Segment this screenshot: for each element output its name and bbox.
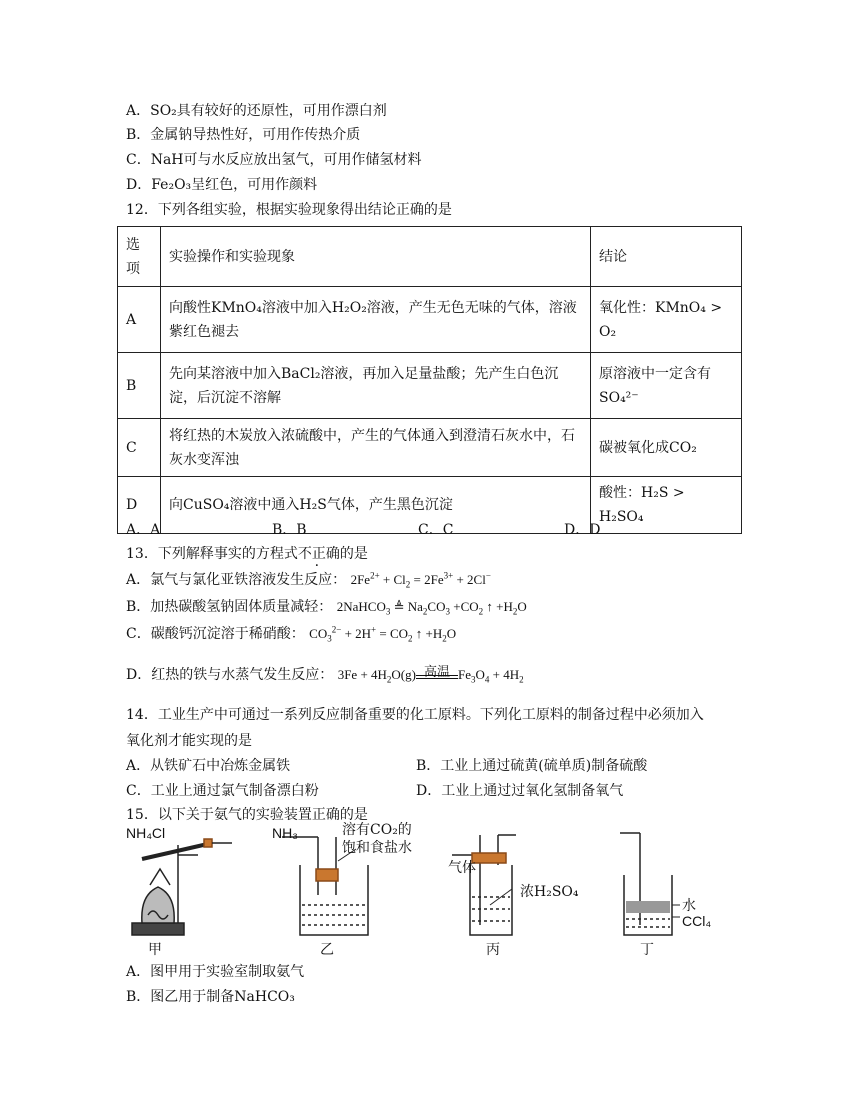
- label-co2-line2: 饱和食盐水: [342, 840, 412, 856]
- row-option: C: [118, 419, 161, 477]
- row-conclusion: 酸性：H₂S > H₂SO₄: [591, 477, 742, 534]
- q12-choice-c: C．C: [418, 522, 454, 538]
- q13-a-text: A．氯气与氯化亚铁溶液发生反应：: [126, 572, 347, 588]
- q13-b-text: B．加热碳酸氢钠固体质量减轻：: [126, 599, 333, 615]
- label-co2-line1: 溶有CO₂的: [342, 822, 412, 838]
- row-conclusion: 碳被氧化成CO₂: [591, 419, 742, 477]
- q11-option-a: A．SO₂具有较好的还原性，可用作漂白剂: [126, 103, 387, 119]
- fig-label-ding: 丁: [640, 942, 654, 958]
- label-h2so4: 浓H₂SO₄: [520, 884, 579, 900]
- row-operation: 将红热的木炭放入浓硫酸中，产生的气体通入到澄清石灰水中，石灰水变浑浊: [161, 419, 591, 477]
- q13-b-equation: 2NaHCO$_3$ ≜ $Na_2CO_3 +CO_2$ ↑ $+H_2O$: [336, 599, 527, 617]
- reaction-condition: 高温: [423, 664, 450, 679]
- q13-option-c: [126, 624, 456, 644]
- q13-option-a: [126, 570, 491, 590]
- header-option: 选项: [118, 227, 161, 287]
- q13-option-b: [126, 597, 527, 617]
- q13-stem-post: 的是: [339, 546, 368, 562]
- q13-stem-pre: 13．下列解释事实的方程式: [126, 546, 298, 562]
- row-operation: 向CuSO₄溶液中通入H₂S气体，产生黑色沉淀: [161, 477, 591, 534]
- q11-option-c: C．NaH可与水反应放出氢气，可用作储氢材料: [126, 152, 422, 168]
- q14-stem-line2: 氧化剂才能实现的是: [126, 733, 252, 749]
- label-nh4cl: NH₄Cl: [126, 825, 166, 841]
- q13-d-text: D．红热的铁与水蒸气发生反应：: [126, 667, 334, 683]
- table-row: [118, 419, 742, 477]
- fig-jia-apparatus: [132, 839, 232, 935]
- label-gas: 气体: [448, 860, 476, 876]
- q13-a-equation: $2Fe^{2+} + Cl_2 = 2Fe^{3+} + 2Cl^-$: [350, 570, 491, 590]
- q14-stem-line1: 14．工业生产中可通过一系列反应制备重要的化工原料。下列化工原料的制备过程中必须加入: [126, 707, 704, 723]
- q15-apparatus-figures: [120, 822, 740, 965]
- fig-label-bing: 丙: [486, 942, 500, 958]
- q12-choice-d: D．D: [564, 522, 601, 538]
- header-operation: 实验操作和实验现象: [161, 227, 591, 287]
- q13-stem-emphasis: 不正确: [297, 546, 340, 562]
- q14-option-c: C．工业上通过氯气制备漂白粉: [126, 783, 319, 799]
- q12-table: [117, 226, 742, 534]
- q15-option-b: B．图乙用于制备NaHCO₃: [126, 989, 295, 1005]
- q13-stem: [126, 544, 368, 564]
- table-row: [118, 353, 742, 419]
- q14-option-a: A．从铁矿石中冶炼金属铁: [126, 758, 291, 774]
- fig-label-yi: 乙: [320, 942, 334, 958]
- q12-stem: 12．下列各组实验，根据实验现象得出结论正确的是: [126, 202, 452, 218]
- label-nh3: NH₃: [272, 825, 298, 841]
- q15-stem: 15．以下关于氨气的实验装置正确的是: [126, 807, 368, 823]
- row-option: D: [118, 477, 161, 534]
- fig-label-jia: 甲: [148, 942, 162, 958]
- row-option: A: [118, 287, 161, 353]
- row-option: B: [118, 353, 161, 419]
- row-conclusion: 氧化性：KMnO₄ > O₂: [591, 287, 742, 353]
- q14-option-d: D．工业上通过过氧化氢制备氧气: [416, 783, 624, 799]
- label-ccl4: CCl₄: [682, 913, 712, 929]
- fig-bing-apparatus: [452, 835, 516, 935]
- table-header-row: [118, 227, 742, 287]
- q13-d-equation: $3Fe + 4H_2O(g)$ 高温 $Fe_3O_4 + 4H_2$: [337, 664, 524, 685]
- label-water: 水: [682, 898, 696, 914]
- row-conclusion: 原溶液中一定含有SO₄²⁻: [591, 353, 742, 419]
- q14-option-b: B．工业上通过硫黄(硫单质)制备硫酸: [416, 758, 648, 774]
- q13-option-d: [126, 665, 524, 685]
- q13-c-equation: $CO_3^{2-} + 2H^+ = CO_2$ ↑ $+H_2O$: [309, 624, 457, 644]
- row-operation: 向酸性KMnO₄溶液中加入H₂O₂溶液，产生无色无味的气体，溶液紫红色褪去: [161, 287, 591, 353]
- q15-option-a: A．图甲用于实验室制取氨气: [126, 964, 305, 980]
- row-operation: 先向某溶液中加入BaCl₂溶液，再加入足量盐酸；先产生白色沉淀，后沉淀不溶解: [161, 353, 591, 419]
- q11-option-d: D．Fe₂O₃呈红色，可用作颜料: [126, 177, 318, 193]
- table-row: [118, 287, 742, 353]
- q11-option-b: B．金属钠导热性好，可用作传热介质: [126, 127, 361, 143]
- q13-c-text: C．碳酸钙沉淀溶于稀硝酸：: [126, 626, 305, 642]
- fig-ding-apparatus: [620, 833, 680, 935]
- q12-choice-b: B．B: [272, 522, 307, 538]
- header-conclusion: 结论: [591, 227, 742, 287]
- q12-choice-a: A．A: [126, 522, 161, 538]
